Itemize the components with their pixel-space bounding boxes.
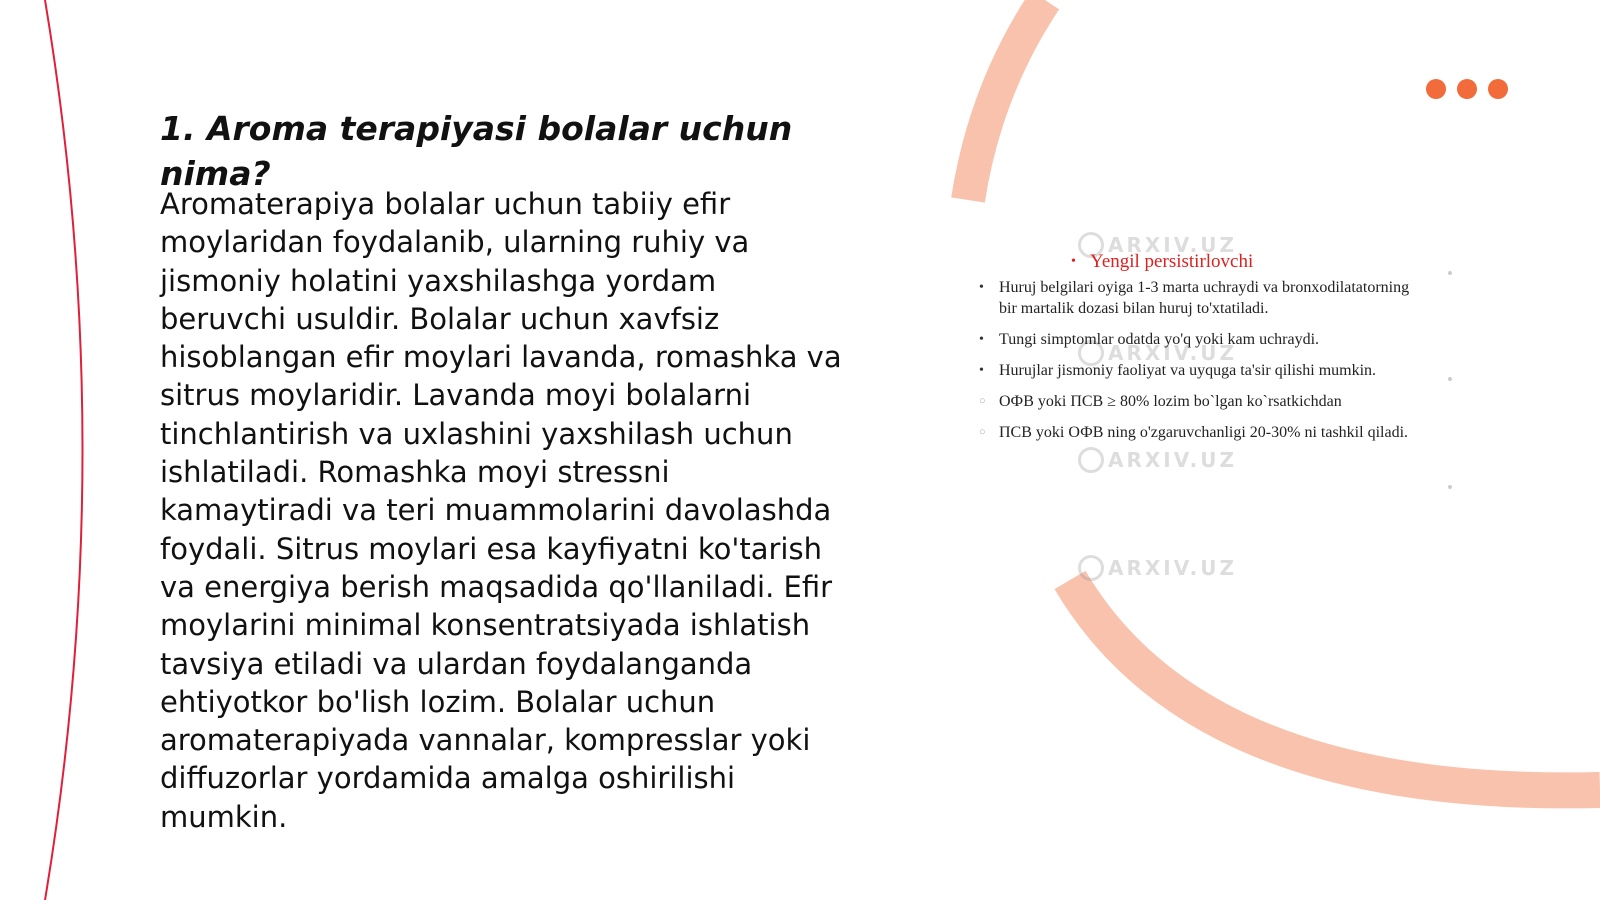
- dot: [1488, 79, 1508, 99]
- decorative-dots: [1426, 79, 1508, 99]
- dot: [1426, 79, 1446, 99]
- bullet-icon: •: [979, 363, 984, 378]
- bullet-icon: •: [979, 280, 984, 295]
- bullet-icon: •: [1071, 254, 1076, 269]
- sub-bullet-icon: ○: [979, 426, 986, 438]
- dot: [1457, 79, 1477, 99]
- watermark-ring-icon: [1078, 555, 1104, 581]
- watermark: ARXIV.UZ: [1078, 447, 1237, 473]
- slide-title: 1. Aroma terapiyasi bolalar uchun nima?: [160, 109, 793, 193]
- bullet-icon: •: [979, 332, 984, 347]
- list-item: ○ OФВ yoki ПСВ ≥ 80% lozim bo`lgan ko`rsatkichdan: [979, 393, 1342, 410]
- embedded-text-panel: [975, 250, 1425, 453]
- bottom-arc: [1070, 580, 1600, 790]
- list-item: • Hurujlar jismoniy faoliyat va uyquga ta'sir qilishi mumkin.: [979, 362, 1377, 379]
- list-item: • Huruj belgilari oyiga 1-3 marta uchraydi va bronxodilatatorning bir martalik dozasi bilan huruj to'xtatiladi.: [979, 279, 1410, 317]
- list-item: • Tungi simptomlar odatda yo'q yoki kam uchraydi.: [979, 331, 1320, 348]
- watermark: ARXIV.UZ: [1078, 232, 1237, 258]
- left-curve-line: [45, 0, 83, 900]
- top-arc: [968, 0, 1045, 200]
- panel-list: [975, 277, 1425, 443]
- edge-mark: [1448, 485, 1452, 489]
- panel-heading: • Yengil persistirlovchi: [1071, 251, 1254, 272]
- watermark: ARXIV.UZ: [1078, 555, 1237, 581]
- edge-mark: [1448, 271, 1452, 275]
- watermark: ARXIV.UZ: [1078, 340, 1237, 366]
- edge-mark: [1448, 377, 1452, 381]
- list-item: ○ ПСВ yoki ОФВ ning o'zgaruvchanligi 20-30% ni tashkil qiladi.: [979, 424, 1409, 441]
- slide-body-text: Aromaterapiya bolalar uchun tabiiy efir moylaridan foydalanib, ularning ruhiy va jismoniy holatini yaxshilashga yordam beruvchi usuldir. Bolalar uchun xavfsiz hisoblangan efir moylari lavanda, romashka va sitrus moylaridir. Lavanda moyi bolalarni tinchlantirish va uxlashini yaxshilash uchun ishlatiladi. Romashka moyi stressni kamaytiradi va teri muammolarini davolashda foydali. Sitrus moylari esa kayfiyatni ko'tarish va energiya berish maqsadida qo'llaniladi. Efir moylarini minimal konsentratsiyada ishlatish tavsiya etiladi va ulardan foydalanganda ehtiyotkor bo'lish lozim. Bolalar uchun aromaterapiyada vannalar, kompresslar yoki diffuzorlar yordamida amalga oshirilishi mumkin.: [160, 187, 842, 834]
- sub-bullet-icon: ○: [979, 395, 986, 407]
